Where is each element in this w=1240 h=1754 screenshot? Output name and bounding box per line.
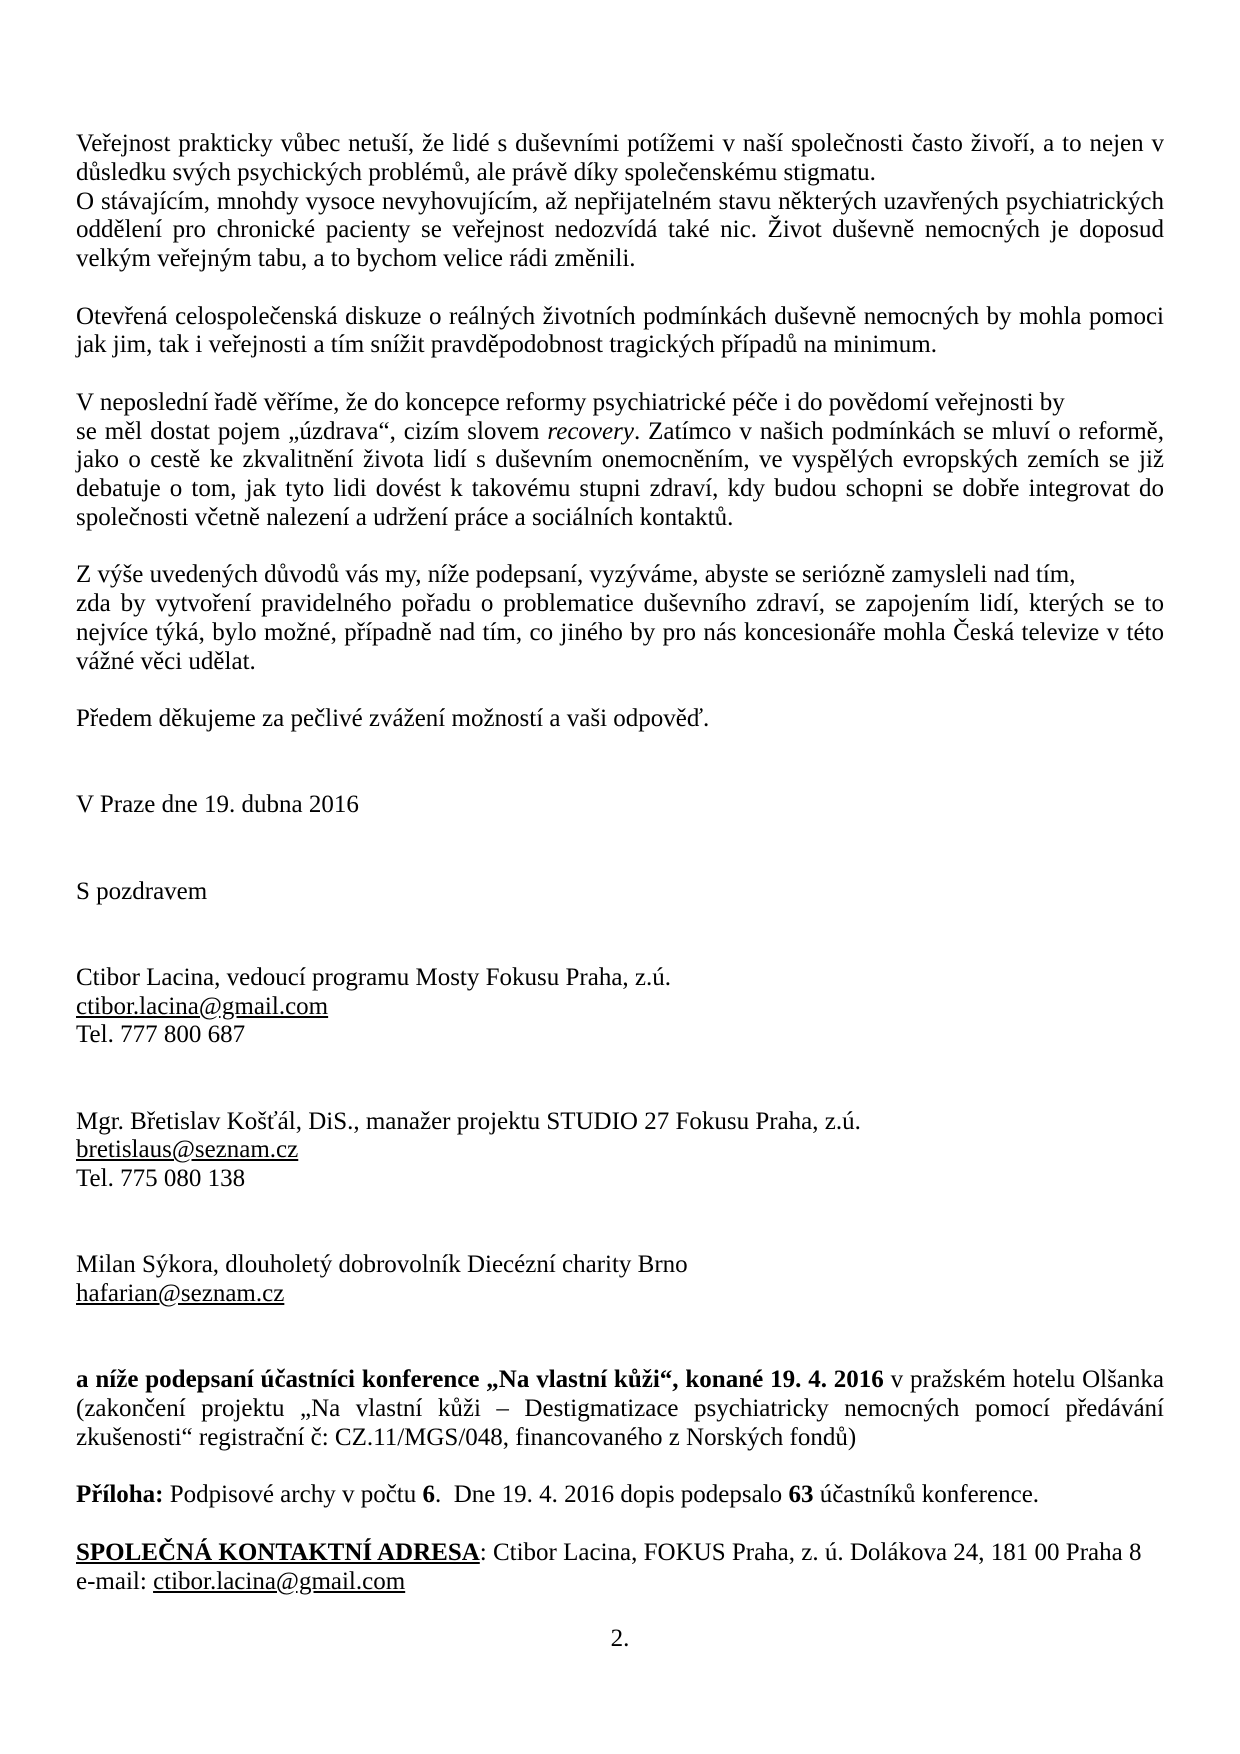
italic-term: recovery: [547, 417, 634, 445]
text-line: [76, 188, 1164, 217]
text-line: [76, 1136, 1164, 1165]
text-run: jako o cestě ke zkvalitnění života lidí s duševním onemocněním, ve vyspělých evropských zemích se již: [76, 446, 1164, 474]
salutation: [76, 878, 1164, 907]
text-run: S pozdravem: [76, 877, 208, 905]
text-run: Tel. 775 080 138: [76, 1165, 246, 1192]
text-line: [76, 245, 1164, 274]
text-run: v pražském hotelu Olšanka: [883, 1366, 1164, 1394]
attachment-note: [76, 1481, 1164, 1510]
text-run: velkým veřejným tabu, a to bychom velice rádi změnili.: [76, 245, 636, 272]
text-run: zda by vytvoření pravidelného pořadu o problematice duševního zdraví, se zapojením lidí, kterých se to: [76, 590, 1164, 617]
paragraph-open-discussion: [76, 303, 1164, 361]
text-run: Tel. 777 800 687: [76, 1021, 246, 1049]
text-line: [76, 130, 1164, 159]
text-run: společnosti včetně nalezení a udržení práce a sociálních kontaktů.: [76, 503, 734, 531]
paragraph-recovery-concept: [76, 389, 1164, 533]
text-line: [76, 878, 1164, 907]
text-line: [76, 1251, 1164, 1280]
bold-text: 6: [422, 1481, 435, 1509]
text-line: [76, 303, 1164, 332]
text-run: e-mail:: [76, 1567, 154, 1595]
text-run: vážné věci udělat.: [76, 647, 256, 675]
text-line: [76, 389, 1164, 418]
joint-contact-address: [76, 1539, 1164, 1597]
text-line: [76, 216, 1164, 245]
text-run: : Ctibor Lacina, FOKUS Praha, z. ú. Dolákova 24, 181 00 Praha 8: [479, 1538, 1142, 1566]
text-run: Předem děkujeme za pečlivé zvážení možností a vaši odpověď.: [76, 705, 710, 732]
text-run: O stávajícím, mnohdy vysoce nevyhovujícím, až nepřijatelném stavu některých uzavřených psychiatrických: [76, 187, 1164, 215]
text-run: Otevřená celospolečenská diskuze o reálných životních podmínkách duševně nemocných by mohla pomoci: [76, 302, 1164, 330]
section-label: SPOLEČNÁ KONTAKTNÍ ADRESA: [76, 1538, 480, 1566]
text-line: [76, 1481, 1164, 1510]
text-run: důsledku svých psychických problémů, ale právě díky společenskému stigmatu.: [76, 158, 876, 186]
text-line: [76, 791, 1164, 820]
place-date: [76, 791, 1164, 820]
email-link[interactable]: ctibor.lacina@gmail.com: [153, 1567, 406, 1595]
bold-text: a níže podepsaní účastníci konference „Na vlastní kůži“, konané 19. 4. 2016: [76, 1366, 884, 1394]
text-line: [76, 1165, 1164, 1194]
text-run: V neposlední řadě věříme, že do koncepce reformy psychiatrické péče i do povědomí veřejnosti by: [76, 388, 1065, 416]
closing-thanks: [76, 705, 1164, 734]
signatory-kostal: [76, 1108, 1164, 1194]
text-run: Mgr. Břetislav Košťál, DiS., manažer projektu STUDIO 27 Fokusu Praha, z.ú.: [76, 1107, 861, 1135]
text-line: [76, 705, 1164, 734]
text-line: [76, 331, 1164, 360]
email-link[interactable]: bretislaus@seznam.cz: [76, 1136, 299, 1164]
text-run: . Zatímco v našich podmínkách se mluví o reformě,: [633, 417, 1164, 445]
text-line: [76, 619, 1164, 648]
signatory-sykora: [76, 1251, 1164, 1309]
text-run: jak jim, tak i veřejnosti a tím snížit pravděpodobnost tragických případů na minimum.: [76, 331, 937, 359]
text-line: [76, 1280, 1164, 1309]
text-line: [76, 475, 1164, 504]
bold-text: 63: [788, 1481, 814, 1509]
text-run: V Praze dne 19. dubna 2016: [76, 791, 359, 819]
text-run: Ctibor Lacina, vedoucí programu Mosty Fokusu Praha, z.ú.: [76, 963, 672, 991]
text-run: Podpisové archy v počtu: [163, 1481, 423, 1509]
text-run: oddělení pro chronické pacienty se veřejnost nedozvídá také nic. Život duševně nemocných je doposud: [76, 216, 1164, 244]
text-line: [76, 504, 1164, 533]
text-run: . Dne 19. 4. 2016 dopis podepsalo: [434, 1481, 789, 1509]
text-run: Z výše uvedených důvodů vás my, níže podepsaní, vyzýváme, abyste se seriózně zamysleli nad tím,: [76, 561, 1076, 589]
conference-participants-note: [76, 1366, 1164, 1452]
text-line: [76, 1021, 1164, 1050]
text-line: [76, 1108, 1164, 1137]
text-line: [76, 648, 1164, 677]
text-line: [76, 1395, 1164, 1424]
text-line: [76, 159, 1164, 188]
text-line: [76, 1366, 1164, 1395]
text-run: účastníků konference.: [813, 1481, 1040, 1509]
text-line: [76, 418, 1164, 447]
text-line: [76, 561, 1164, 590]
text-run: zkušenosti“ registrační č: CZ.11/MGS/048, financovaného z Norských fondů): [76, 1423, 857, 1451]
text-run: Milan Sýkora, dlouholetý dobrovolník Diecézní charity Brno: [76, 1251, 688, 1279]
email-link[interactable]: ctibor.lacina@gmail.com: [76, 992, 329, 1020]
signatory-lacina: [76, 964, 1164, 1050]
text-line: [76, 590, 1164, 619]
bold-text: Příloha:: [76, 1481, 164, 1509]
text-line: [76, 964, 1164, 993]
text-line: [76, 446, 1164, 475]
letter-body: [76, 130, 1164, 1596]
text-line: [76, 1568, 1164, 1597]
text-run: Veřejnost prakticky vůbec netuší, že lidé s duševními potížemi v naší společnosti často živoří, a to nejen v: [76, 130, 1164, 157]
text-run: (zakončení projektu „Na vlastní kůži – Destigmatizace psychiatricky nemocných pomocí předávání: [76, 1395, 1164, 1422]
text-line: [76, 1424, 1164, 1453]
paragraph-request: [76, 561, 1164, 676]
email-link[interactable]: hafarian@seznam.cz: [76, 1280, 285, 1307]
text-line: [76, 993, 1164, 1022]
text-run: se měl dostat pojem „úzdrava“, cizím slovem: [76, 417, 548, 445]
text-run: nejvíce týká, bylo možné, případně nad tím, co jiného by pro nás koncesionáře mohla Česká televize v této: [76, 618, 1164, 646]
text-line: [76, 1539, 1164, 1568]
text-run: debatuje o tom, jak tyto lidi dovést k takovému stupni zdraví, kdy budou schopni se dobře integrovat do: [76, 475, 1164, 502]
page-number: 2.: [610, 1625, 630, 1652]
paragraph-public-awareness: [76, 130, 1164, 274]
